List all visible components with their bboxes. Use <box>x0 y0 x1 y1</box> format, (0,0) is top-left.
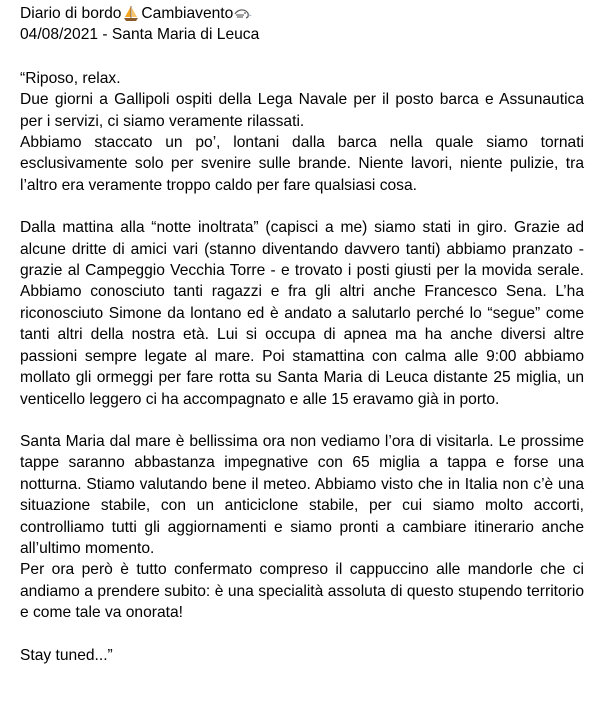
closing-line: Stay tuned...” <box>20 646 113 664</box>
diary-title <box>20 3 584 24</box>
boat-name: Cambiavento <box>141 5 234 22</box>
paragraph-1-sentence-2: Due giorni a Gallipoli ospiti della Lega Navale per il posto barca e Assunautica per i servizi, ci siamo veramente rilassati. <box>20 91 584 130</box>
diary-date-line: 04/08/2021 - Santa Maria di Leuca <box>20 26 260 44</box>
paragraph-1 <box>20 68 584 196</box>
sailboat-icon <box>122 5 140 23</box>
paragraph-3 <box>20 431 584 624</box>
diary-page <box>20 3 584 666</box>
paragraph-1-sentence-3: Abbiamo staccato un po’, lontani dalla barca nella quale siamo tornati esclusivamente solo per svenire sulle brande. Niente lavori, niente pulizie, tra l’altro era veramente troppo caldo per fare qualsiasi cosa. <box>20 134 584 194</box>
paragraph-4-text: Per ora però è tutto confermato compreso il cappuccino alle mandorle che ci andiamo a prendere subito: è una specialità assoluta di questo stupendo territorio e come tale va onorata! <box>20 561 584 622</box>
title-text: Diario di bordo <box>20 5 122 22</box>
wind-face-icon <box>234 5 252 23</box>
paragraph-2 <box>20 217 584 410</box>
paragraph-2-text: Dalla mattina alla “notte inoltrata” (capisci a me) siamo stati in giro. Grazie ad alcune dritte di amici vari (stanno diventando davvero tanti) abbiamo pranzato - grazie al Campeggio Vecchia Torre - e trovato i posti giusti per la movida serale. Abbiamo conosciuto tanti ragazzi e fra gli altri anche Francesco Sena. L’ha riconosciuto Simone da lontano ed è andato a salutarlo perché lo “segue” come tanti altri della nostra età. Lui si occupa di apnea ma ha anche diversi altre passioni sempre legate al mare. Poi stamattina con calma alle 9:00 abbiamo mollato gli ormeggi per fare rotta su Santa Maria di Leuca distante 25 miglia, un venticello leggero ci ha accompagnato e alle 15 eravamo già in porto. <box>20 219 584 408</box>
opening-line: “Riposo, relax. <box>20 69 121 87</box>
paragraph-3-text: Santa Maria dal mare è bellissima ora non vediamo l’ora di visitarla. Le prossime tappe saranno abbastanza impegnative con 65 miglia a tappa e forse una notturna. Stiamo valutando bene il meteo. Abbiamo visto che in Italia non c’è una situazione stabile, con un anticiclone stabile, per cui siamo molto accorti, controlliamo tutti gli aggiornamenti e siamo pronti a cambiare itinerario anche all’ultimo momento. <box>20 432 584 557</box>
